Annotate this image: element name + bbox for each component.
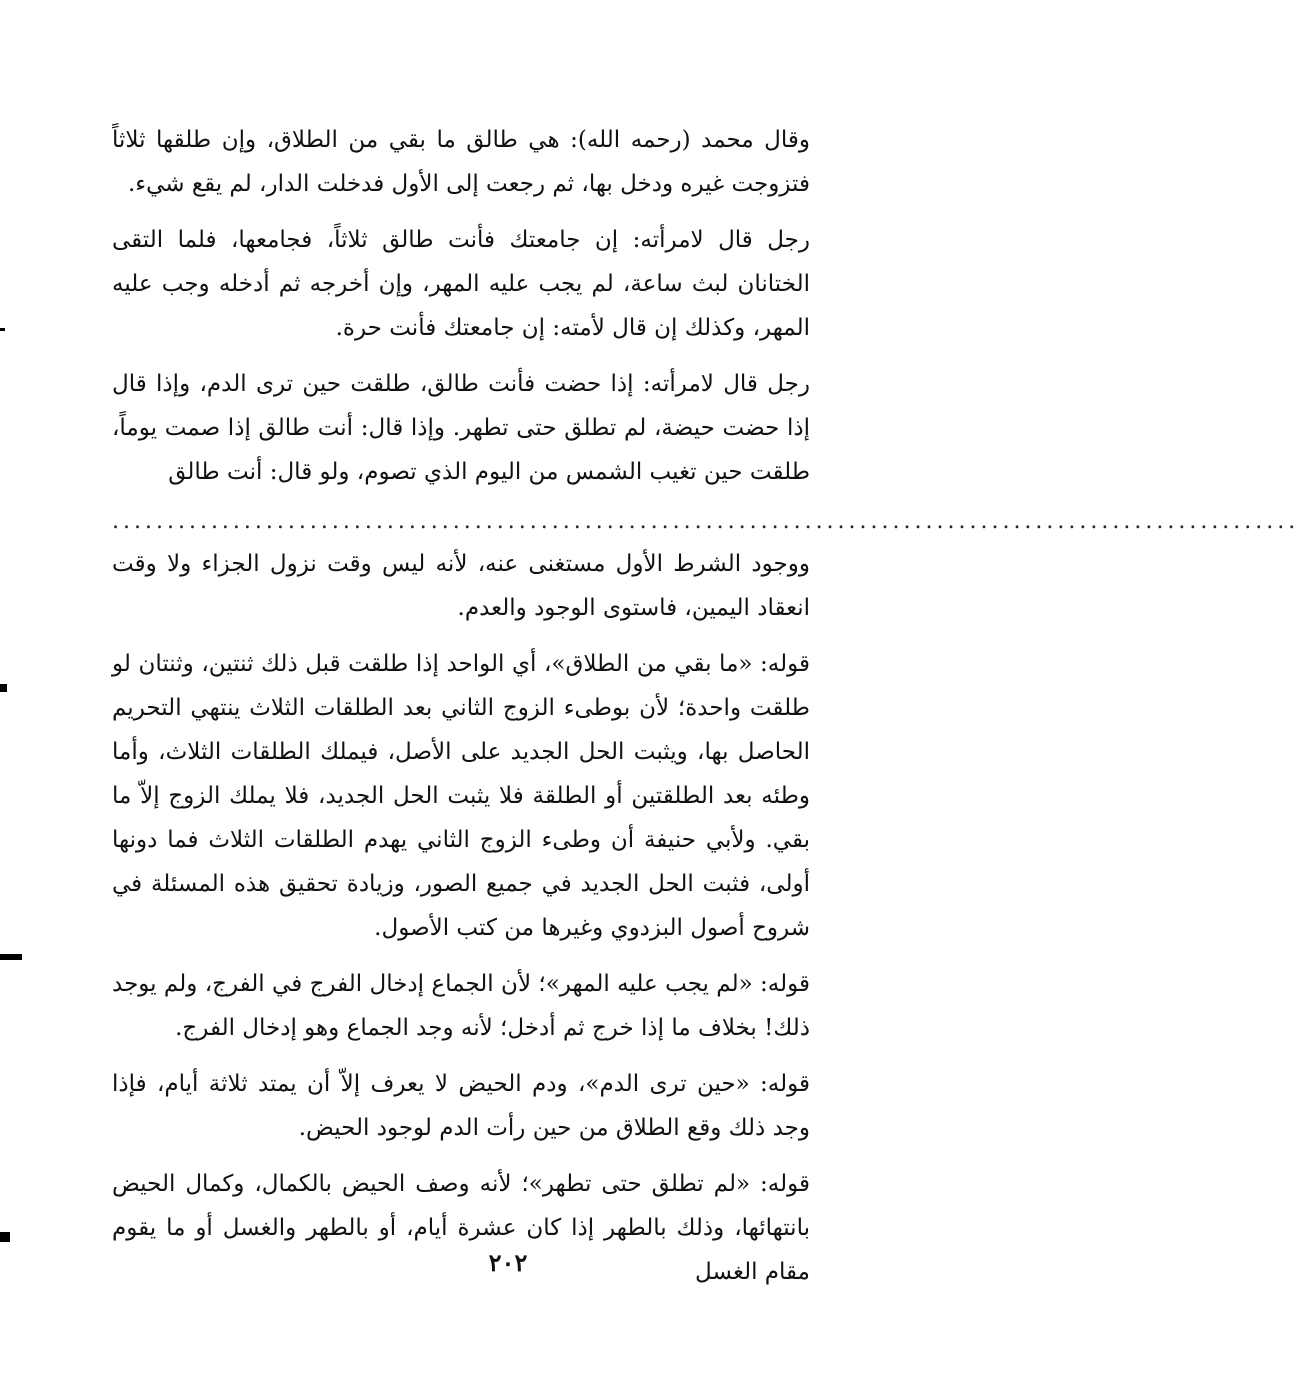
page-number: ٢٠٢	[488, 1248, 528, 1277]
scan-edge-mark	[0, 1232, 10, 1242]
paragraph-gap	[112, 350, 810, 362]
sharh-paragraph-5: قوله: «لم تطلق حتى تطهر»؛ لأنه وصف الحيض بالكمال، وكمال الحيض بانتهائها، وذلك بالطهر إذا كان عشرة أيام، أو بالطهر والغسل أو ما يقوم مقام الغسل	[112, 1171, 810, 1285]
matn-paragraph-3: رجل قال لامرأته: إذا حضت فأنت طالق، طلقت حين ترى الدم، وإذا قال إذا حضت حيضة، لم تطلق حتى تطهر. وإذا قال: أنت طالق إذا صمت يوماً، طلقت حين تغيب الشمس من اليوم الذي تصوم، ولو قال: أنت طالق	[112, 371, 810, 485]
paragraph-gap	[112, 1050, 810, 1062]
scan-edge-mark	[0, 328, 5, 331]
sharh-paragraph-1: ووجود الشرط الأول مستغنى عنه، لأنه ليس وقت نزول الجزاء ولا وقت انعقاد اليمين، فاستوى الوجود والعدم.	[112, 551, 810, 621]
dotted-divider: ............................................................................................................	[112, 509, 1299, 534]
sharh-paragraph-3: قوله: «لم يجب عليه المهر»؛ لأن الجماع إدخال الفرج في الفرج، ولم يوجد ذلك! بخلاف ما إذا خرج ثم أدخل؛ لأنه وجد الجماع وهو إدخال الفرج.	[112, 971, 810, 1041]
page-body	[112, 118, 1299, 1294]
paragraph-gap	[112, 630, 810, 642]
scan-edge-mark	[0, 684, 7, 692]
paragraph-gap	[112, 950, 810, 962]
paragraph-gap	[112, 206, 810, 218]
matn-paragraph-2: رجل قال لامرأته: إن جامعتك فأنت طالق ثلاثاً، فجامعها، فلما التقى الختانان لبث ساعة، لم يجب عليه المهر، وإن أخرجه ثم أدخله وجب عليه المهر، وكذلك إن قال لأمته: إن جامعتك فأنت حرة.	[112, 227, 810, 341]
sharh-paragraph-4: قوله: «حين ترى الدم»، ودم الحيض لا يعرف إلاّ أن يمتد ثلاثة أيام، فإذا وجد ذلك وقع الطلاق من حين رأت الدم لوجود الحيض.	[112, 1071, 810, 1141]
sharh-paragraph-2: قوله: «ما بقي من الطلاق»، أي الواحد إذا طلقت قبل ذلك ثنتين، وثنتان لو طلقت واحدة؛ لأن بوطىء الزوج الثاني بعد الطلقات الثلاث ينتهي التحريم الحاصل بها، ويثبت الحل الجديد على الأصل، فيملك الطلقات الثلاث، وأما وطئه بعد الطلقتين أو الطلقة فلا يثبت الحل الجديد، فلا يملك الزوج إلاّ ما بقي. ولأبي حنيفة أن وطىء الزوج الثاني يهدم الطلقات الثلاث فما دونها أولى، فثبت الحل الجديد في جميع الصور، وزيادة تحقيق هذه المسئلة في شروح أصول البزدوي وغيرها من كتب الأصول.	[112, 651, 810, 941]
scan-edge-mark	[0, 954, 22, 960]
paragraph-gap	[112, 1150, 810, 1162]
matn-paragraph-1: وقال محمد (رحمه الله): هي طالق ما بقي من الطلاق، وإن طلقها ثلاثاً فتزوجت غيره ودخل بها، ثم رجعت إلى الأول فدخلت الدار، لم يقع شيء.	[112, 127, 810, 197]
